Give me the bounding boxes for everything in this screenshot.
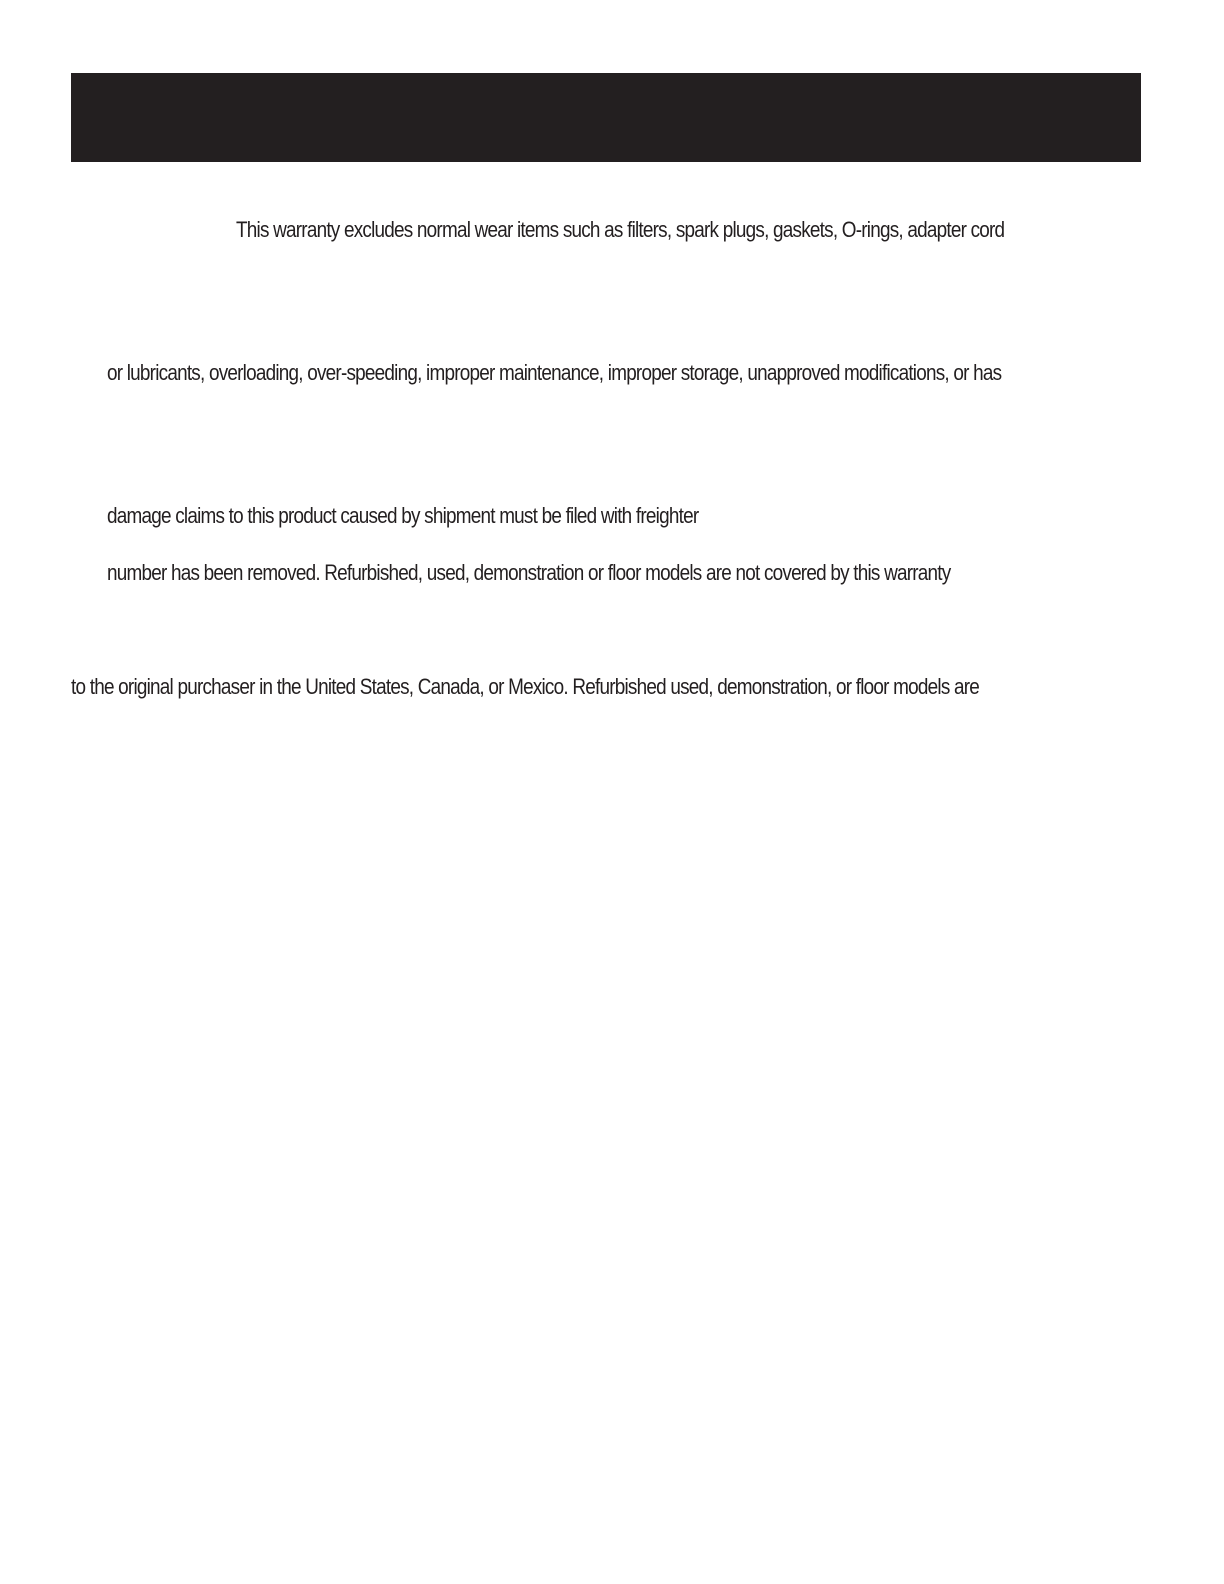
warranty-text-line: number has been removed. Refurbished, used, demonstration or floor models are not covered by this warranty [107, 560, 951, 585]
warranty-text-line: This warranty excludes normal wear items such as filters, spark plugs, gaskets, O-rings, adapter cord [236, 217, 1005, 242]
warranty-text-line: damage claims to this product caused by shipment must be filed with freighter [107, 503, 699, 528]
warranty-text-line: or lubricants, overloading, over-speeding, improper maintenance, improper storage, unapproved modifications, or has [107, 360, 1002, 385]
header-bar [71, 73, 1141, 162]
warranty-text-line: to the original purchaser in the United States, Canada, or Mexico. Refurbished used, demonstration, or floor models are [71, 674, 980, 699]
